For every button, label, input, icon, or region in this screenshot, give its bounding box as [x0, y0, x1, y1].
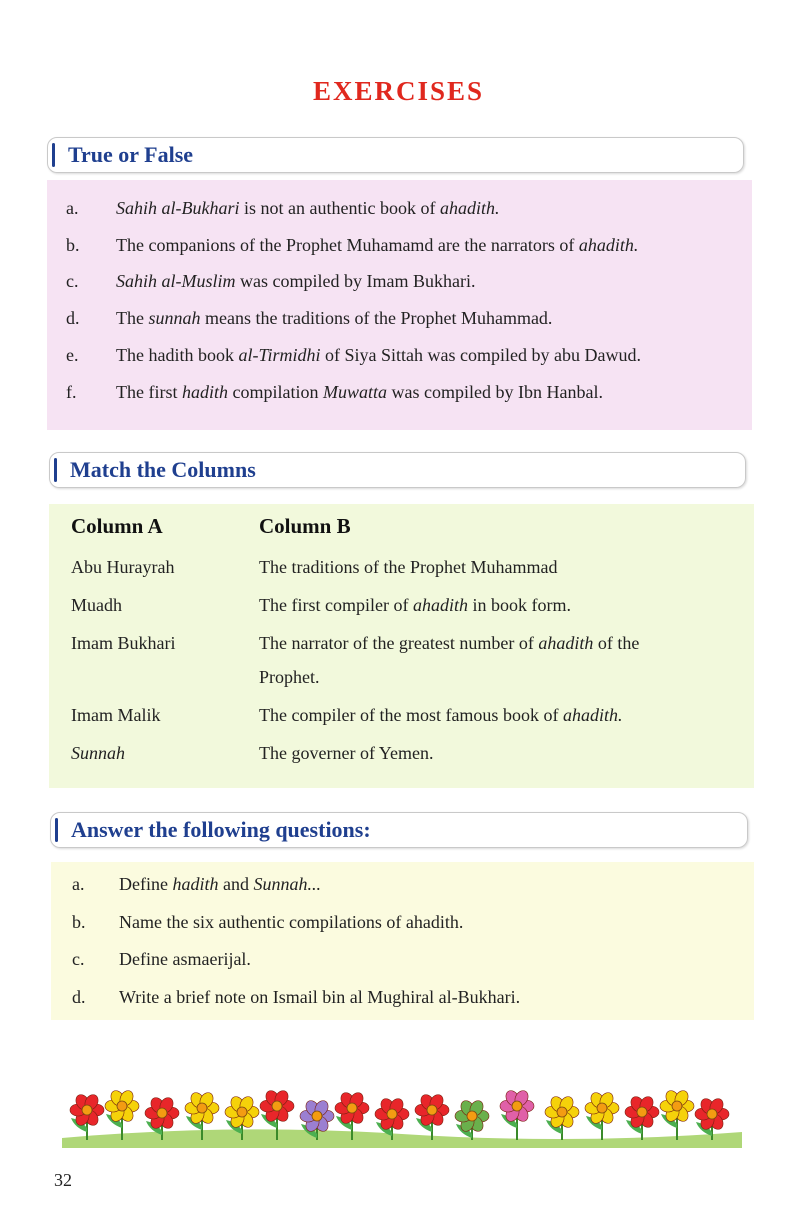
column-b-cell: The traditions of the Prophet Muhammad: [259, 557, 558, 577]
column-b-cell: The compiler of the most famous book of ahadith.: [259, 705, 623, 725]
heading-accent-bar: [52, 143, 55, 167]
item-label: b.: [72, 911, 86, 932]
item-text: The companions of the Prophet Muhamamd are the narrators of ahadith.: [116, 234, 639, 255]
item-label: c.: [72, 949, 85, 969]
true-false-panel: [47, 180, 752, 430]
column-a-cell: Imam Bukhari: [71, 633, 176, 653]
match-heading: Match the Columns: [70, 457, 256, 482]
column-a-cell: Abu Hurayrah: [71, 557, 175, 577]
item-text: Define hadith and Sunnah...: [119, 874, 321, 894]
match-panel: [49, 504, 754, 788]
item-label: a.: [66, 198, 79, 218]
item-label: b.: [66, 234, 80, 255]
page-title: EXERCISES: [312, 76, 485, 106]
heading-accent-bar: [55, 818, 58, 842]
column-a-cell: Sunnah: [71, 743, 125, 763]
item-label: d.: [66, 308, 80, 329]
column-b-cell: The first compiler of ahadith in book form.: [259, 595, 571, 615]
column-b-header: Column B: [259, 514, 351, 538]
item-text: Name the six authentic compilations of ahadith.: [119, 911, 464, 932]
item-label: a.: [72, 874, 85, 894]
column-b-cell: The governer of Yemen.: [259, 743, 434, 763]
column-a-cell: Muadh: [71, 595, 122, 615]
questions-heading: Answer the following questions:: [71, 817, 371, 842]
item-label: c.: [66, 271, 79, 292]
item-label: e.: [66, 344, 79, 365]
page-number: 32: [54, 1170, 72, 1190]
true-false-heading: True or False: [68, 142, 194, 167]
column-b-cell: Prophet.: [259, 667, 320, 687]
questions-heading-box: [50, 812, 748, 848]
item-text: Sahih al-Muslim was compiled by Imam Bukhari.: [116, 271, 476, 292]
questions-panel: [51, 862, 754, 1020]
match-heading-box: [49, 452, 746, 488]
item-label: d.: [72, 986, 86, 1007]
column-b-cell: The narrator of the greatest number of ahadith of the: [259, 633, 640, 653]
column-a-cell: Imam Malik: [71, 705, 161, 725]
column-a-header: Column A: [71, 514, 163, 538]
item-text: The first hadith compilation Muwatta was compiled by Ibn Hanbal.: [116, 381, 603, 402]
true-false-heading-box: [47, 137, 744, 173]
item-text: Sahih al-Bukhari is not an authentic book of ahadith.: [116, 198, 500, 218]
item-text: The hadith book al-Tirmidhi of Siya Sittah was compiled by abu Dawud.: [116, 344, 641, 365]
item-text: Define asmaerijal.: [119, 949, 251, 969]
flower-border-illustration: [62, 1068, 742, 1148]
item-text: The sunnah means the traditions of the Prophet Muhammad.: [116, 308, 553, 329]
heading-accent-bar: [54, 458, 57, 482]
item-label: f.: [66, 381, 77, 402]
item-text: Write a brief note on Ismail bin al Mughiral al-Bukhari.: [119, 986, 521, 1007]
